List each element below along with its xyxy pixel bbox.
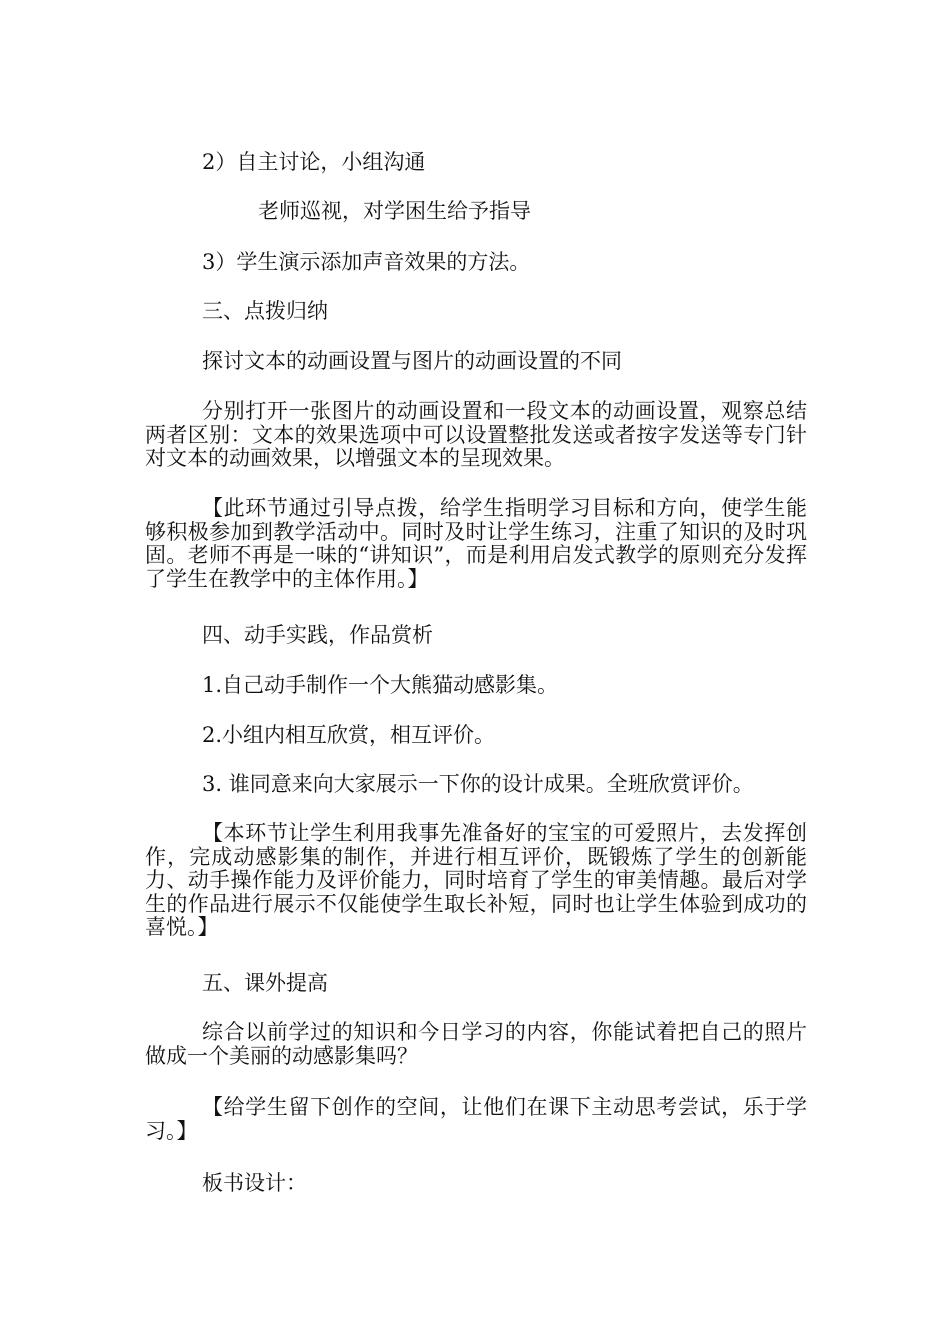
list-item-3: 3. 谁同意来向大家展示一下你的设计成果。全班欣赏评价。: [202, 772, 754, 796]
list-item-2: 2.小组内相互欣赏，相互评价。: [202, 723, 496, 747]
list-item-1: 1.自己动手制作一个大熊猫动感影集。: [202, 673, 559, 697]
paragraph-discussion: 2）自主讨论，小组沟通: [202, 150, 426, 174]
heading-section-4: 四、动手实践，作品赏析: [202, 623, 433, 647]
paragraph-explore: 探讨文本的动画设置与图片的动画设置的不同: [202, 349, 622, 373]
paragraph-note-guidance: 【此环节通过引导点拨，给学生指明学习目标和方向，使学生能够积极参加到教学活动中。同时及时让学生练习，注重了知识的及时巩固。老师不再是一味的“讲知识”，而是利用启发式教学的原则充分发挥了学生在教学中的主体作用。】: [145, 496, 807, 591]
heading-board-design: 板书设计：: [202, 1171, 307, 1195]
paragraph-teacher-patrol: 老师巡视，对学困生给予指导: [258, 199, 531, 223]
paragraph-note-practice: 【本环节让学生利用我事先准备好的宝宝的可爱照片，去发挥创作，完成动感影集的制作，并进行相互评价，既锻炼了学生的创新能力、动手操作能力及评价能力，同时培育了学生的审美情趣。最后对学生的作品进行展示不仅能使学生取长补短，同时也让学生体验到成功的喜悦。】: [145, 821, 807, 939]
heading-section-3: 三、点拨归纳: [202, 299, 328, 323]
heading-section-5: 五、课外提高: [202, 971, 328, 995]
paragraph-student-demo: 3）学生演示添加声音效果的方法。: [202, 250, 531, 274]
paragraph-extension: 综合以前学过的知识和今日学习的内容，你能试着把自己的照片做成一个美丽的动感影集吗？: [145, 1020, 807, 1068]
paragraph-compare-animation: 分别打开一张图片的动画设置和一段文本的动画设置，观察总结两者区别：文本的效果选项中可以设置整批发送或者按字发送等专门针对文本的动画效果，以增强文本的呈现效果。: [145, 399, 807, 470]
paragraph-note-extension: 【给学生留下创作的空间，让他们在课下主动思考尝试，乐于学习。】: [145, 1095, 807, 1143]
